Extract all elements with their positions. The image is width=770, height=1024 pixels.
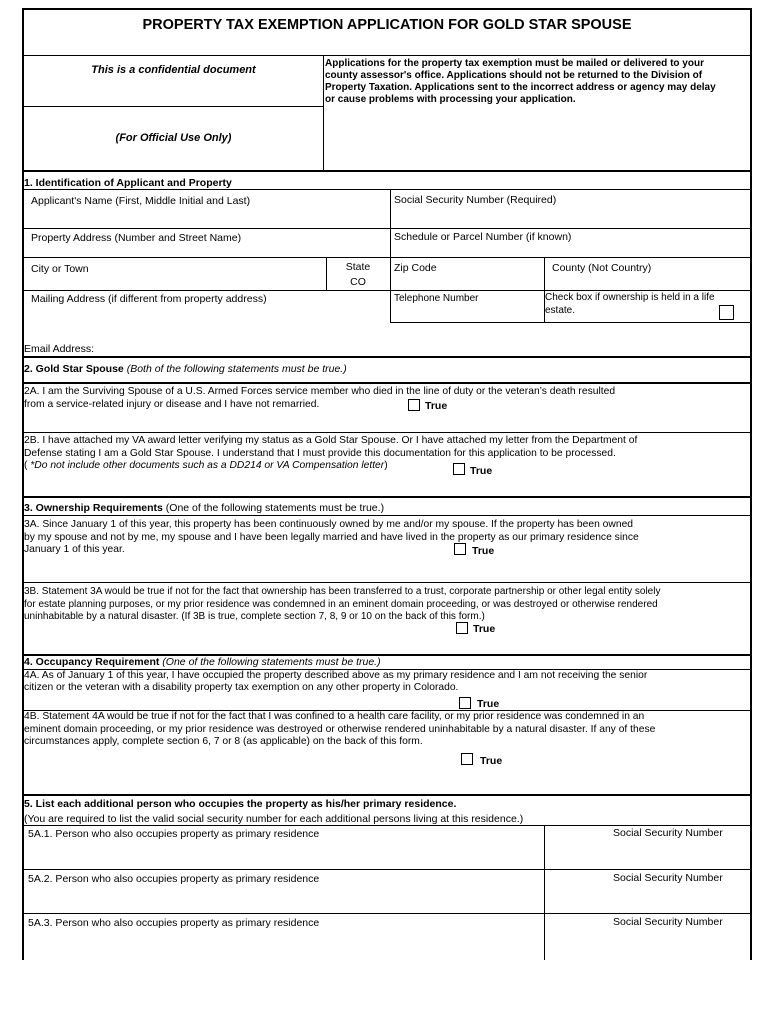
- checkbox-3a-true[interactable]: [454, 543, 466, 555]
- row-divider: [22, 257, 752, 258]
- statement-4a-line: citizen or the veteran with a disability property tax exemption on any other property in Colorado.: [24, 681, 459, 693]
- schedule-parcel-field[interactable]: [392, 245, 749, 257]
- person-5a3-field[interactable]: [24, 931, 542, 958]
- email-field[interactable]: [100, 342, 740, 355]
- checkbox-4b-true[interactable]: [461, 753, 473, 765]
- statement-3a-line: January 1 of this year.: [24, 544, 125, 555]
- true-label-4a: True: [477, 698, 500, 710]
- mailing-divider: [390, 290, 391, 322]
- section4-heading-note: (One of the following statements must be true.): [159, 656, 381, 668]
- section5-heading: 5. List each additional person who occupies the property as his/her primary residence.: [24, 798, 457, 810]
- statement-3a-line: 3A. Since January 1 of this year, this property has been continuously owned by me and/or my spouse. If the property has been owned: [24, 519, 634, 530]
- person-5a2-field[interactable]: [24, 887, 542, 912]
- section5-col-divider: [544, 825, 545, 960]
- ssn-5a1-field[interactable]: [546, 842, 749, 868]
- section1-col-divider: [390, 189, 391, 291]
- applicant-name-field[interactable]: [24, 208, 389, 228]
- section3-heading: [24, 502, 384, 515]
- life-estate-label-2: estate.: [545, 305, 576, 316]
- email-label: Email Address:: [24, 343, 95, 355]
- statement-3b-line: 3B. Statement 3A would be true if not for the fact that ownership has been transferred to a trust, corporate partnership or other legal entity solely: [24, 586, 661, 597]
- true-label-4b: True: [480, 755, 503, 767]
- true-label-3b: True: [473, 623, 496, 635]
- mailing-address-label: Mailing Address (if different from property address): [31, 293, 267, 305]
- zip-field[interactable]: [392, 276, 542, 290]
- ssn-5a3-field[interactable]: [546, 931, 749, 958]
- section3-heading-divider: [22, 515, 752, 516]
- ssn-5a3-label: Social Security Number: [613, 916, 723, 928]
- checkbox-4a-true[interactable]: [459, 697, 471, 709]
- header-bottom-border: [22, 170, 752, 172]
- section1-heading-divider: [22, 189, 752, 190]
- section4-heading: [24, 656, 381, 669]
- statement-3b-line: uninhabitable by a natural disaster. (If 3B is true, complete section 7, 8, 9 or 10 on the back of this form.): [24, 611, 485, 622]
- header-divider: [323, 55, 324, 170]
- section3-heading-note: (One of the following statements must be true.): [162, 502, 385, 514]
- do-not-include-note: *Do not include other documents such as a DD214 or VA Compensation letter: [30, 460, 385, 471]
- statement-3a-line: by my spouse and not by me, my spouse and I have been legally married and have lived in the property as our primary residence since: [24, 531, 639, 543]
- section1-bottom-border: [22, 356, 752, 358]
- telephone-label: Telephone Number: [394, 293, 479, 304]
- statement-3b: [24, 586, 660, 624]
- schedule-parcel-label: Schedule or Parcel Number (if known): [394, 231, 572, 243]
- confidential-note: This is a confidential document: [91, 64, 256, 76]
- section5-note: (You are required to list the valid social security number for each additional persons living at this residence.): [24, 813, 524, 825]
- checkbox-2a-true[interactable]: [408, 399, 420, 411]
- section2-heading-divider: [22, 382, 752, 384]
- statement-4a-line: 4A. As of January 1 of this year, I have occupied the property described above as my primary residence and I am not receiving the senior: [24, 670, 648, 681]
- section1-heading: 1. Identification of Applicant and Property: [24, 177, 232, 189]
- notice-line: Applications for the property tax exemption must be mailed or delivered to your: [325, 58, 704, 69]
- statement-2b: [24, 435, 637, 473]
- person-5a1-label: 5A.1. Person who also occupies property as primary residence: [28, 828, 320, 840]
- life-estate-checkbox[interactable]: [719, 305, 734, 320]
- city-field[interactable]: [24, 276, 324, 290]
- ssn-5a1-label: Social Security Number: [613, 827, 723, 839]
- notice-line: Property Taxation. Applications sent to the incorrect address or agency may delay: [325, 82, 716, 93]
- person-5a2-label: 5A.2. Person who also occupies property as primary residence: [28, 873, 320, 885]
- notice-text: [325, 58, 750, 106]
- statement-2a: [24, 386, 615, 411]
- mailing-address-field[interactable]: [24, 306, 389, 340]
- paren-close: ): [384, 460, 388, 471]
- city-label: City or Town: [31, 263, 89, 275]
- section4-bottom-border: [22, 794, 752, 796]
- statement-2b-line: [24, 460, 637, 473]
- section4-heading-title: 4. Occupancy Requirement: [24, 656, 160, 668]
- confidential-divider: [22, 106, 324, 107]
- life-estate-label: Check box if ownership is held in a life: [545, 292, 715, 303]
- statement-3b-line: for estate planning purposes, or my prior residence was condemned in an eminent domain proceeding, or was destroyed or otherwise rendered: [24, 598, 658, 610]
- row-divider: [22, 582, 752, 583]
- statement-2a-line: from a service-related injury or disease and I have not remarried.: [24, 398, 320, 410]
- form-right-border: [750, 8, 752, 960]
- title-divider: [22, 55, 752, 56]
- page-title: PROPERTY TAX EXEMPTION APPLICATION FOR GOLD STAR SPOUSE: [142, 17, 632, 33]
- checkbox-2b-true[interactable]: [453, 463, 465, 475]
- zip-label: Zip Code: [394, 262, 437, 274]
- county-label: County (Not Country): [552, 262, 652, 274]
- section5-heading-divider: [22, 825, 752, 826]
- person-5a1-field[interactable]: [24, 842, 542, 868]
- statement-2b-line: 2B. I have attached my VA award letter verifying my status as a Gold Star Spouse. Or I have attached my letter from the Department of: [24, 435, 638, 446]
- statement-3a: [24, 519, 639, 557]
- row-divider: [22, 869, 752, 870]
- row-divider: [22, 913, 752, 914]
- state-label: State: [345, 261, 371, 273]
- property-address-label: Property Address (Number and Street Name): [31, 232, 242, 244]
- ssn-field[interactable]: [392, 208, 749, 228]
- statement-2a-line: 2A. I am the Surviving Spouse of a U.S. Armed Forces service member who died in the line of duty or the veteran’s death resulted: [24, 386, 616, 397]
- county-field[interactable]: [546, 276, 749, 290]
- applicant-name-label: Applicant's Name (First, Middle Initial and Last): [31, 195, 251, 207]
- official-use-label: (For Official Use Only): [115, 132, 232, 144]
- statement-4b-line: 4B. Statement 4A would be true if not for the fact that I was confined to a health care facility, or my prior residence was condemned in an: [24, 711, 645, 722]
- section3-heading-title: 3. Ownership Requirements: [24, 502, 163, 514]
- true-label-2a: True: [425, 400, 448, 412]
- row-divider: [22, 228, 752, 229]
- section2-heading-title: 2. Gold Star Spouse: [24, 363, 124, 375]
- true-label-2b: True: [470, 465, 493, 477]
- row-divider: [390, 322, 752, 323]
- true-label-3a: True: [472, 545, 495, 557]
- section2-bottom-border: [22, 496, 752, 498]
- statement-4a: [24, 670, 647, 693]
- form-top-border: [22, 8, 752, 10]
- property-address-field[interactable]: [24, 245, 389, 257]
- ssn-5a2-field[interactable]: [546, 887, 749, 912]
- checkbox-3b-true[interactable]: [456, 622, 468, 634]
- notice-line: or cause problems with processing your application.: [325, 94, 576, 105]
- row-divider: [22, 432, 752, 433]
- person-5a3-label: 5A.3. Person who also occupies property as primary residence: [28, 917, 320, 929]
- statement-2b-line: Defense stating I am a Gold Star Spouse. I understand that I must provide this documentation for this application to be processed.: [24, 447, 616, 459]
- section2-heading: [24, 363, 347, 376]
- statement-4b-line: circumstances apply, complete section 6, 7 or 8 (as applicable) on the back of this form.: [24, 736, 423, 747]
- statement-4b-line: eminent domain proceeding, or my prior residence was destroyed or otherwise rendered uninhabitable by a natural disaster. If any of these: [24, 723, 656, 735]
- telephone-field[interactable]: [392, 305, 542, 321]
- section2-heading-note: (Both of the following statements must be true.): [123, 363, 347, 375]
- notice-line: county assessor's office. Applications should not be returned to the Division of: [325, 70, 703, 81]
- ssn-label: Social Security Number (Required): [394, 194, 557, 206]
- statement-4b: [24, 711, 655, 749]
- paren-open: (: [24, 460, 31, 471]
- ssn-5a2-label: Social Security Number: [613, 872, 723, 884]
- state-value: CO: [350, 276, 366, 288]
